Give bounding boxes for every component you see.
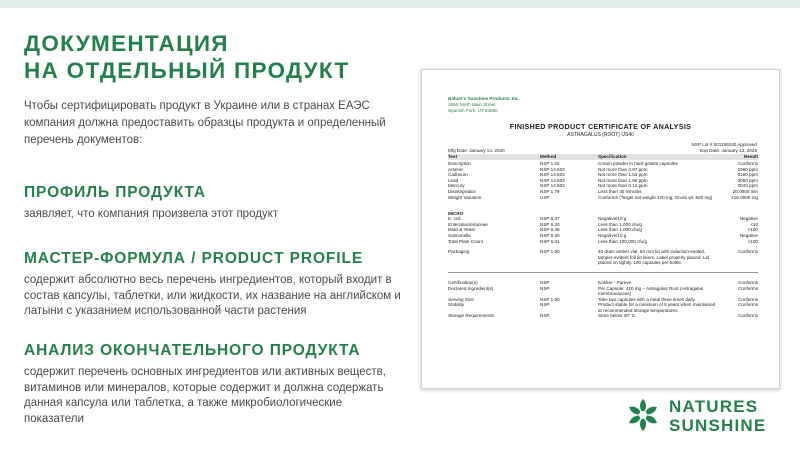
- row-test: Certification(s): [448, 280, 478, 286]
- row-result: Conforms: [738, 302, 758, 308]
- section-text: заявляет, что компания произвела этот продукт: [24, 208, 279, 220]
- row-result: <100: [747, 238, 758, 244]
- row-result: <100: [747, 227, 758, 233]
- row-method: NSP: [540, 302, 550, 308]
- table-header: [448, 154, 758, 160]
- row-test: Serving Size: [448, 296, 474, 302]
- row-specification: Not more than 3.97 ppm: [598, 166, 648, 172]
- row-method: NSP 1.00: [540, 296, 560, 302]
- row-specification: Store below 30° C.: [598, 313, 637, 319]
- row-method: NSP 6.35: [540, 227, 560, 233]
- row-specification: Negative/10 g: [598, 216, 627, 222]
- row-method: NSP 1.79: [540, 188, 560, 194]
- row-test: Total Plate Count: [448, 238, 483, 244]
- row-result: 0040 ppm: [737, 183, 758, 189]
- row-method: NSP 14.603: [540, 177, 565, 183]
- section-text: содержит абсолютно весь перечень ингредиентов, который входит в состав капсулы, таблетки, или жидкости, их название на английском и латыни с указанием использованной части растения: [24, 274, 401, 317]
- slide-title: [24, 30, 424, 84]
- row-method: NSP: [540, 313, 550, 319]
- row-method: NSP 6.37: [540, 216, 560, 222]
- row-specification: Kosher - Pareve: [598, 280, 632, 286]
- col-method: Method: [540, 154, 557, 159]
- section-heading: МАСТЕР-ФОРМУЛА / PRODUCT PROFILE: [24, 250, 364, 267]
- company-name: Nature's Sunshine Products, Inc.: [448, 96, 520, 101]
- row-specification: Not more than 1.59 ppm: [598, 177, 648, 183]
- row-specification: Conforms (Target net weight 420 mg, Gross wt. 520 mg): [598, 194, 713, 200]
- company-address-2: Spanish Fork, UT 84660: [448, 107, 498, 113]
- section-final-analysis: [24, 342, 402, 427]
- micro-label: MICRO: [448, 210, 464, 216]
- row-test: Lead: [448, 177, 459, 183]
- row-result: <10: [750, 221, 758, 227]
- row-specification: Less than 100,000 cfu/g: [598, 238, 648, 244]
- row-specification: Less than 30 minutes: [598, 188, 642, 194]
- row-result: Conforms: [738, 285, 758, 291]
- row-method: NSP 14.603: [540, 183, 565, 189]
- certificate-subtitle: ASTRAGALUS (ROOT) US40: [567, 132, 634, 138]
- section-product-profile: [24, 184, 402, 223]
- row-test: Enterobacteriaceae: [448, 221, 488, 227]
- row-result: Conforms: [738, 280, 758, 286]
- row-specification: Not more than 0.12 ppm: [598, 183, 648, 189]
- brand-logo: [623, 392, 788, 438]
- intro-text: Чтобы сертифицировать продукт в Украине или в странах ЕАЭС компания должна предоставить образцы продукта и определенный перечень документов:: [24, 100, 386, 146]
- exp-date: Exp Date: January 13, 2025: [700, 148, 757, 153]
- table-row: [448, 302, 758, 313]
- row-test: Disintegration: [448, 188, 477, 194]
- row-result: Conforms: [738, 313, 758, 319]
- row-method: USP: [540, 194, 550, 200]
- table-row: [448, 249, 758, 266]
- row-method: NSP 6.01: [540, 238, 560, 244]
- leaf-ring-logo-icon: [623, 395, 663, 435]
- row-test: Cadmium: [448, 172, 468, 178]
- mfg-date: Mfg Date: January 14, 2020: [448, 148, 505, 153]
- col-specification: Specification: [598, 154, 627, 159]
- lot-number: NSP Lot # 001156240 Approved: [691, 142, 757, 147]
- brand-line-1: NATURES: [669, 397, 759, 416]
- row-test: Mercury: [448, 183, 465, 189]
- section-heading: ПРОФИЛЬ ПРОДУКТА: [24, 184, 206, 201]
- row-test: E. coli: [448, 216, 461, 222]
- section-text: содержит перечень основных ингредиентов или активных веществ, витаминов или минералов, которые содержит и должна содержать данная капсула или таблетка, а также микробиологические показатели: [24, 366, 386, 425]
- row-specification: Not more than 1.53 ppm: [598, 172, 648, 178]
- divider: [448, 272, 758, 280]
- row-specification: Per Capsule: 420 mg – Astragalus Root (Astragalus membranaceus): [598, 285, 704, 297]
- row-result: Negative: [739, 232, 758, 238]
- row-specification: Product stable for a minimum of 5 years when maintained at recommended storage temperatures.: [598, 302, 716, 313]
- row-specification: Cream powder in hard gelatin capsules: [598, 161, 678, 166]
- row-specification: Less than 1,000 cfu/g: [598, 221, 642, 227]
- row-specification: Negative/10 g: [598, 232, 627, 238]
- row-test: Mold & Yeast: [448, 227, 475, 233]
- row-test: Packaging: [448, 249, 470, 255]
- row-test: Arsenic: [448, 166, 464, 172]
- row-test: Storage Requirements: [448, 313, 494, 319]
- row-method: NSP 14.603: [540, 166, 565, 172]
- row-specification: Less than 1,000 cfu/g: [598, 227, 642, 233]
- row-result: Conforms: [738, 296, 758, 302]
- certificate-document: [421, 69, 780, 389]
- certificate-rows: [448, 161, 758, 319]
- brand-wordmark: [669, 397, 766, 435]
- row-result: Conforms: [738, 249, 758, 255]
- title-line-2: НА ОТДЕЛЬНЫЙ ПРОДУКТ: [24, 58, 350, 83]
- row-method: NSP 1.02: [540, 161, 560, 166]
- top-band: [0, 0, 800, 8]
- row-method: NSP: [540, 280, 550, 286]
- row-result: 20.0000 min: [732, 188, 758, 194]
- row-method: NSP: [540, 285, 550, 291]
- title-line-1: ДОКУМЕНТАЦИЯ: [24, 31, 229, 56]
- row-result: 3050 ppm: [737, 177, 758, 183]
- company-block: [448, 96, 520, 113]
- row-test: Weight Variation: [448, 194, 482, 200]
- row-test: Declared Ingredient(s): [448, 285, 494, 291]
- table-row: [448, 286, 758, 297]
- row-result: 416.0000 mg: [731, 194, 758, 200]
- brand-line-2: SUNSHINE: [669, 416, 767, 435]
- row-method: NSP 6.20: [540, 221, 560, 227]
- company-address-1: 1655 North Main Street: [448, 101, 496, 107]
- col-result: Result: [743, 154, 758, 159]
- row-result: 0160 ppm: [737, 172, 758, 178]
- row-test: Salmonella: [448, 232, 471, 238]
- row-specification: 40 dram amber vial, 53 mm lid with induction-sealed, tamper-evident foil lid liners. Label properly placed. Lid placed on tightly. 100 capsules per bottle.: [598, 249, 710, 266]
- certificate-title: FINISHED PRODUCT CERTIFICATE OF ANALYSIS: [509, 122, 692, 131]
- section-heading: АНАЛИЗ ОКОНЧАТЕЛЬНОГО ПРОДУКТА: [24, 342, 361, 359]
- row-test: Description: [448, 161, 471, 166]
- row-specification: Take two capsules with a meal three times daily.: [598, 296, 696, 302]
- row-result: Negative: [739, 216, 758, 222]
- table-row: [448, 195, 758, 206]
- row-result: 1960 ppm: [737, 166, 758, 172]
- col-test: Test: [448, 154, 458, 159]
- row-result: Conforms: [738, 161, 758, 166]
- table-row: [448, 313, 758, 319]
- row-method: NSP 14.603: [540, 172, 565, 178]
- row-method: NSP 6.30: [540, 232, 560, 238]
- row-test: Stability: [448, 302, 465, 308]
- row-method: NSP 1.00: [540, 249, 560, 255]
- section-master-formula: [24, 250, 402, 320]
